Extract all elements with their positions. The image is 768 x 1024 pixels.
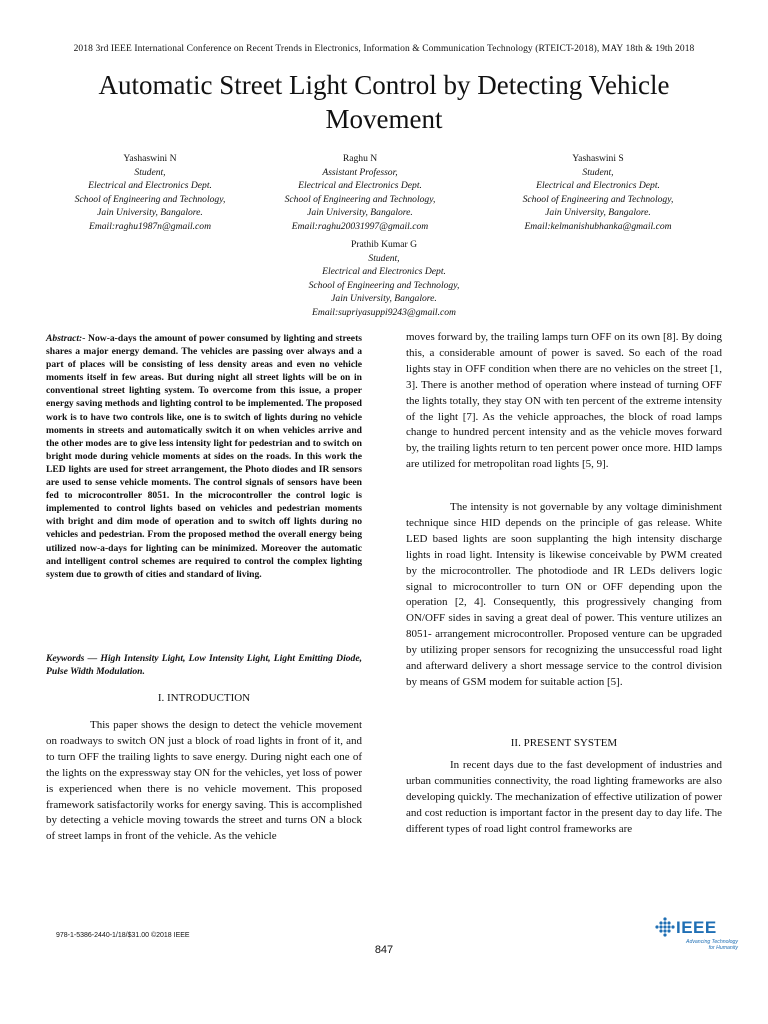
author-dept: Electrical and Electronics Dept. bbox=[298, 180, 422, 191]
section-heading-introduction: I. INTRODUCTION bbox=[157, 692, 251, 704]
right-paragraph-2: The intensity is not governable by any voltage diminishment technique since HID depends on the principle of gas release. White LED based lights are soon supplanting the high intensity discharge lights in road light. Intensity is likewise conceivable by PWM created by the microcontroller. The photodiode and IR LEDs delivers logic signal to microcontroller to turn ON or OFF depending upon the operation [2, 4]. Consequently, this progressively changing from ON/OFF sides in saving a great deal of power. This venture utilizes an 8051- arrangement microcontroller. Proposed venture can be upgraded by utilizing proper sensors for recognizing the unsuccessful road light and afterward delivery a short message service to the control division by means of GSM modem for suitable action [5]. bbox=[406, 501, 722, 688]
ieee-diamond-icon bbox=[652, 916, 678, 938]
author-block-2 bbox=[255, 152, 465, 233]
author-name: Prathib Kumar G bbox=[350, 239, 418, 250]
author-role: Assistant Professor, bbox=[322, 166, 398, 178]
ieee-tagline bbox=[650, 939, 738, 951]
author-name: Raghu N bbox=[342, 153, 378, 164]
author-block-4 bbox=[274, 238, 494, 319]
conference-header: 2018 3rd IEEE International Conference on Recent Trends in Electronics, Information & Communication Technology (RTEICT-2018), MAY 18th & 19th 2018 bbox=[73, 44, 695, 54]
author-role: Student, bbox=[368, 252, 400, 264]
keywords: Keywords — High Intensity Light, Low Intensity Light, Light Emitting Diode, Pulse Width Modulation. bbox=[46, 653, 362, 678]
author-school: School of Engineering and Technology, bbox=[522, 193, 674, 205]
intro-paragraph: This paper shows the design to detect the vehicle movement on roadways to switch ON just a block of road lights in front of it, and to turn OFF the trailing lights to save energy. During night each one of the lights on the expressway stay ON for the vehicles, yet loss of power is experienced when there is no vehicle movement. This proposed framework satisfactorily works for energy saving. This is accomplished by detecting a vehicle moving towards the street and turns ON a block of street lamps in front of the vehicle. As the vehicle bbox=[46, 719, 362, 843]
author-email: Email:raghu20031997@gmail.com bbox=[291, 220, 429, 232]
author-univ: Jain University, Bangalore. bbox=[331, 293, 437, 304]
author-univ: Jain University, Bangalore. bbox=[307, 207, 413, 218]
author-block-3 bbox=[478, 152, 718, 233]
author-school: School of Engineering and Technology, bbox=[74, 193, 226, 205]
author-role: Student, bbox=[582, 166, 614, 178]
ieee-logo bbox=[650, 916, 740, 960]
author-email: Email:kelmanishubhanka@gmail.com bbox=[524, 220, 672, 232]
author-school: School of Engineering and Technology, bbox=[308, 279, 460, 291]
author-univ: Jain University, Bangalore. bbox=[97, 207, 203, 218]
author-email: Email:raghu1987n@gmail.com bbox=[88, 220, 212, 232]
right-paragraph-3: In recent days due to the fast development of industries and urban communities connectivity, the road lighting frameworks are also developing quickly. The mechanization of effective utilization of power and cost reduction is important factor in the present day to day life. The different types of road light control frameworks are bbox=[406, 759, 722, 835]
author-dept: Electrical and Electronics Dept. bbox=[536, 180, 660, 191]
ieee-tagline-line-1: Advancing Technology bbox=[685, 939, 738, 945]
author-dept: Electrical and Electronics Dept. bbox=[322, 266, 446, 277]
abstract bbox=[46, 332, 362, 581]
author-univ: Jain University, Bangalore. bbox=[545, 207, 651, 218]
abstract-label: Abstract:- bbox=[46, 333, 86, 344]
author-dept: Electrical and Electronics Dept. bbox=[88, 180, 212, 191]
abstract-text: Now-a-days the amount of power consumed by lighting and streets shares a major energy demand. The vehicles are passing over always and a part of places will be consisting of less density areas and even no vehicle moments itself in few areas. But during night all street lights will be on in conventional street lighting system. To overcome from this issue, a proper energy saving methods and lighting control to be implemented. The proposed work is to have two controls like, one is to switch of lights during no vehicle moments in streets and automatically switch it on when vehicles arrive and the other modes are to give less intensity light for pedestrian and to switch on bright mode during vehicle moments at sides on the roads. In this work the LED lights are used for street arrangement, the Photo diodes and IR sensors are used to sense vehicle moments. The control signals of sensors have been fed to microcontroller 8051. In the microcontroller the control logic is implemented to control lights based on vehicles and pedestrian moments with bright and dim mode of operation and to switch off lights during no vehicles and pedestrian. From the proposed method the overall energy being utilized now-a-days for lighting can be minimized. Moreover the automatic and intelligent control schemes are required to control the complex lighting system due to growth of cities and standard of living. bbox=[46, 333, 362, 580]
author-email: Email:supriyasuppi9243@gmail.com bbox=[312, 306, 456, 318]
author-school: School of Engineering and Technology, bbox=[284, 193, 436, 205]
page-number: 847 bbox=[374, 944, 394, 956]
right-paragraph-1: moves forward by, the trailing lamps turn OFF on its own [8]. By doing this, a considerable amount of power is saved. So each of the road lights stay in OFF condition when there are no vehicles on the street [1, 3]. There is another method of operation where instead of turning OFF the lights totally, they stay ON with ten percent of the extreme intensity of the light [7]. As the vehicle approaches, the block of road lamps change to hundred percent intensity and as the vehicle moves forward by, the trailing lights return to ten percent power once more. HID lamps are utilized for metropolitan road lights [5, 9]. bbox=[406, 331, 722, 471]
copyright-notice: 978-1-5386-2440-1/18/$31.00 ©2018 IEEE bbox=[56, 932, 190, 939]
author-block-1 bbox=[40, 152, 260, 233]
paper-title: Automatic Street Light Control by Detecting Vehicle Movement bbox=[98, 70, 670, 134]
section-heading-present-system: II. PRESENT SYSTEM bbox=[510, 737, 618, 749]
ieee-tagline-line-2: for Humanity bbox=[708, 945, 738, 952]
ieee-wordmark: IEEE bbox=[676, 918, 717, 937]
author-name: Yashaswini S bbox=[572, 153, 624, 164]
author-name: Yashaswini N bbox=[123, 153, 177, 164]
author-role: Student, bbox=[134, 166, 166, 178]
